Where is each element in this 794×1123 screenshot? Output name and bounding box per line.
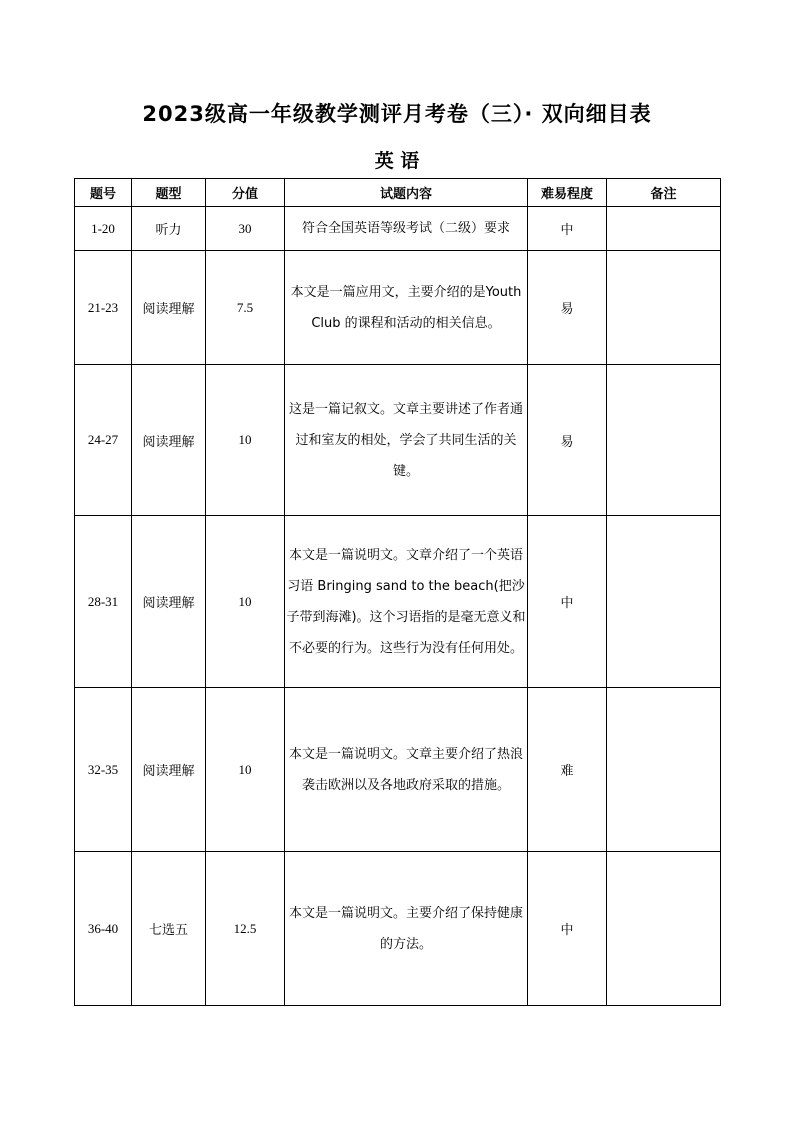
- question-difficulty: 中: [528, 207, 607, 251]
- question-number: 21-23: [75, 251, 132, 365]
- question-note: [607, 365, 721, 516]
- question-note: [607, 688, 721, 852]
- column-header-content: 试题内容: [285, 179, 528, 207]
- document-title: 2023级高一年级教学测评月考卷（三）· 双向细目表: [142, 102, 652, 126]
- question-content: 这是一篇记叙文。文章主要讲述了作者通过和室友的相处，学会了共同生活的关键。: [285, 365, 528, 516]
- question-difficulty: 中: [528, 516, 607, 688]
- question-score: 30: [206, 207, 285, 251]
- question-note: [607, 207, 721, 251]
- table-header-row: [75, 179, 721, 207]
- question-note: [607, 516, 721, 688]
- column-header-difficulty: 难易程度: [528, 179, 607, 207]
- question-score: 10: [206, 516, 285, 688]
- spec-table: [74, 178, 721, 1006]
- column-header-score: 分值: [206, 179, 285, 207]
- question-difficulty: 难: [528, 688, 607, 852]
- question-content: 本文是一篇说明文。文章介绍了一个英语习语 Bringing sand to the beach(把沙子带到海滩)。这个习语指的是毫无意义和不必要的行为。这些行为没有任何用处。: [285, 516, 528, 688]
- table-row: [75, 251, 721, 365]
- question-content: 本文是一篇应用文，主要介绍的是Youth Club 的课程和活动的相关信息。: [285, 251, 528, 365]
- question-score: 10: [206, 365, 285, 516]
- question-type: 阅读理解: [132, 251, 206, 365]
- table-row: [75, 852, 721, 1006]
- table-row: [75, 516, 721, 688]
- question-number: 1-20: [75, 207, 132, 251]
- question-number: 28-31: [75, 516, 132, 688]
- question-difficulty: 易: [528, 251, 607, 365]
- column-header-note: 备注: [607, 179, 721, 207]
- question-type: 七选五: [132, 852, 206, 1006]
- table-row: [75, 688, 721, 852]
- question-number: 24-27: [75, 365, 132, 516]
- question-content: 本文是一篇说明文。主要介绍了保持健康的方法。: [285, 852, 528, 1006]
- question-score: 12.5: [206, 852, 285, 1006]
- question-type: 阅读理解: [132, 365, 206, 516]
- question-note: [607, 852, 721, 1006]
- column-header-number: 题号: [75, 179, 132, 207]
- question-number: 36-40: [75, 852, 132, 1006]
- question-type: 听力: [132, 207, 206, 251]
- question-difficulty: 易: [528, 365, 607, 516]
- question-type: 阅读理解: [132, 516, 206, 688]
- question-difficulty: 中: [528, 852, 607, 1006]
- table-row: [75, 365, 721, 516]
- question-note: [607, 251, 721, 365]
- question-content: 本文是一篇说明文。文章主要介绍了热浪袭击欧洲以及各地政府采取的措施。: [285, 688, 528, 852]
- question-score: 7.5: [206, 251, 285, 365]
- question-type: 阅读理解: [132, 688, 206, 852]
- column-header-type: 题型: [132, 179, 206, 207]
- question-score: 10: [206, 688, 285, 852]
- question-number: 32-35: [75, 688, 132, 852]
- table-row: [75, 207, 721, 251]
- question-content: 符合全国英语等级考试（二级）要求: [285, 207, 528, 251]
- subject-heading: 英 语: [374, 150, 420, 172]
